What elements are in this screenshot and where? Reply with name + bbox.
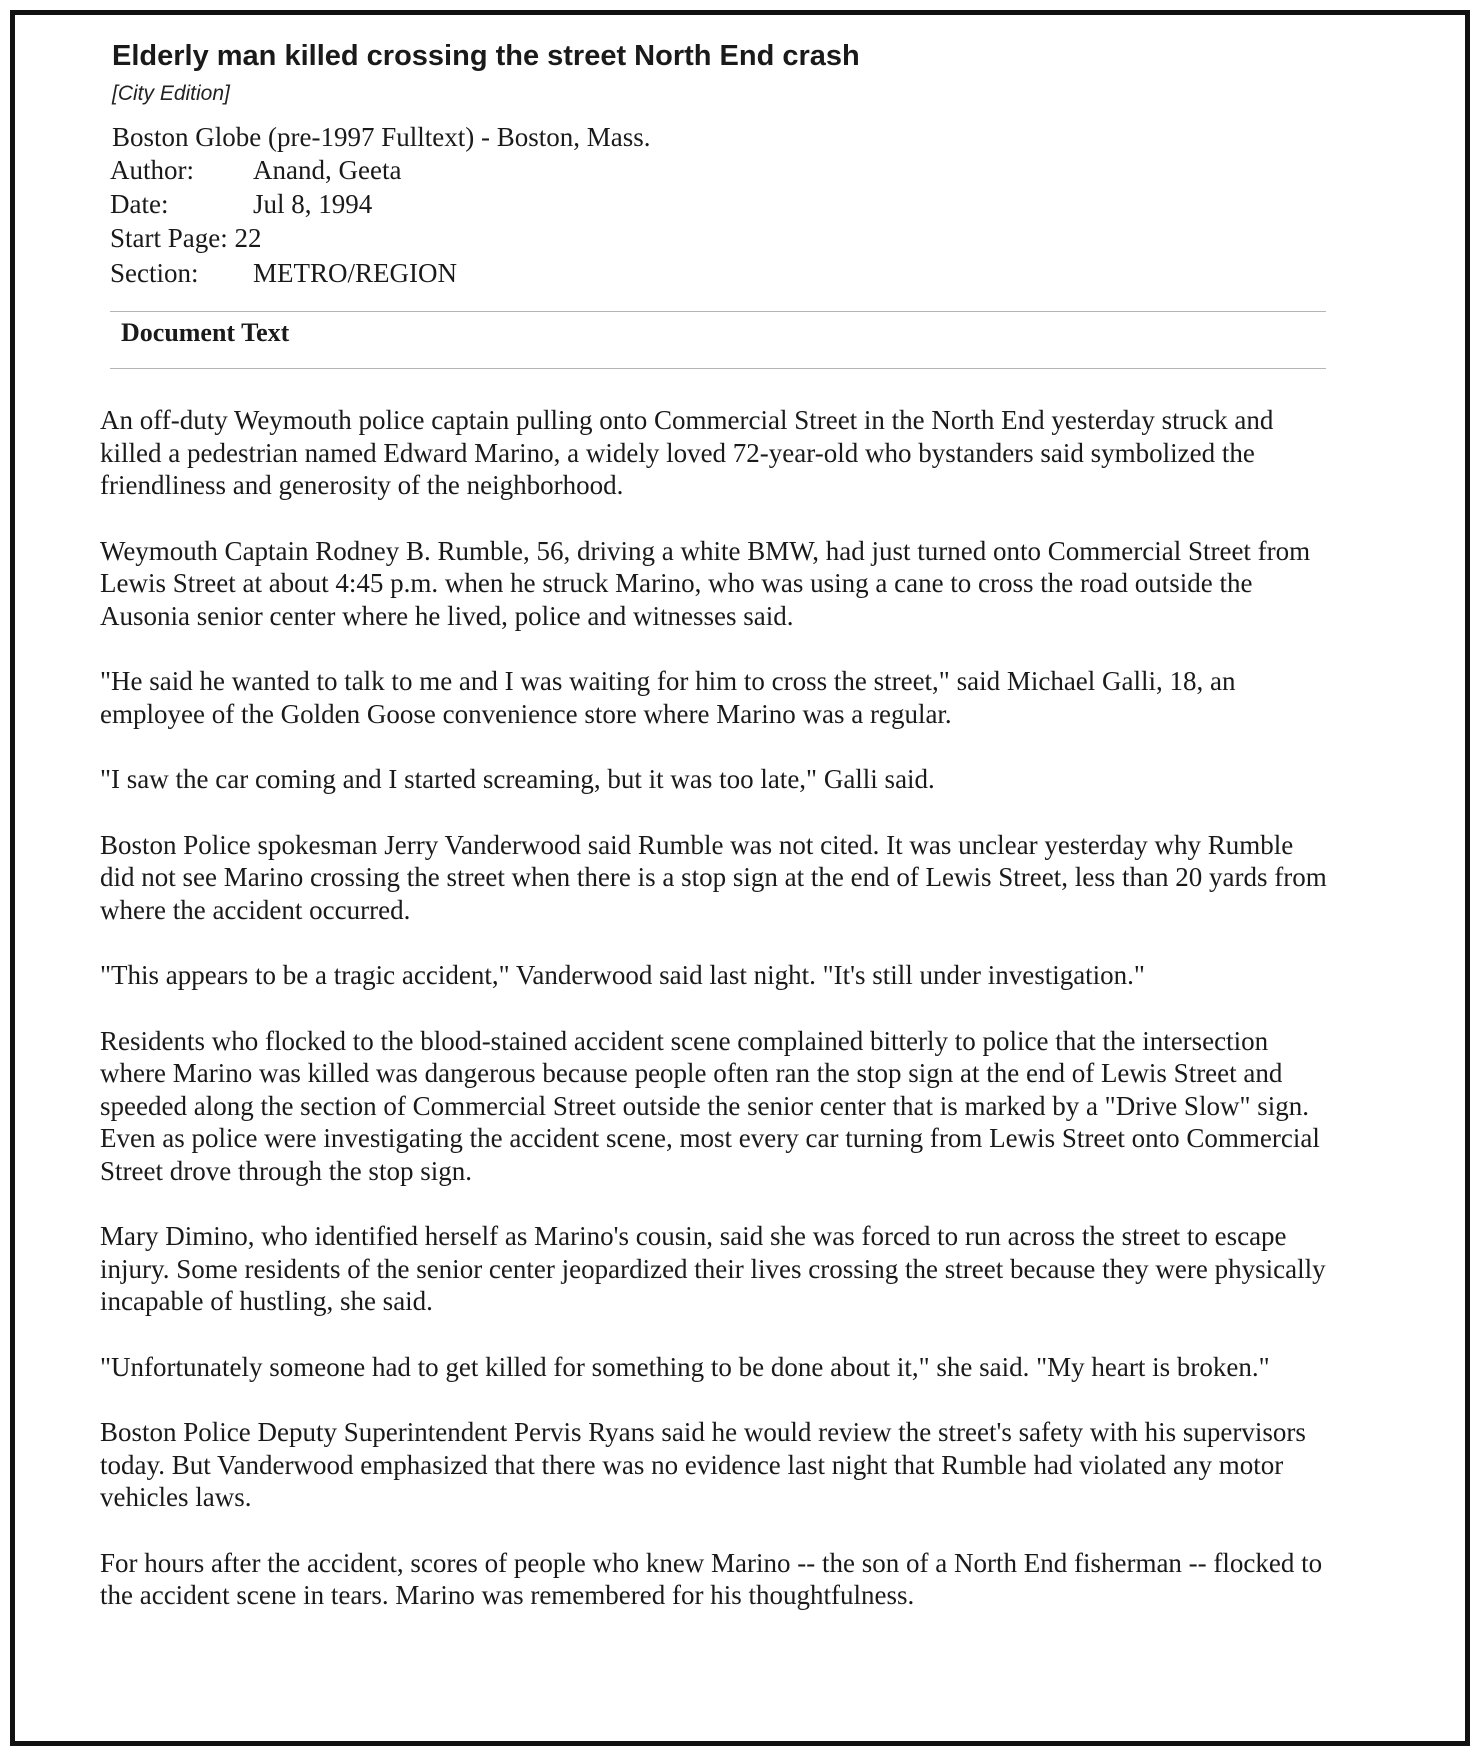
date-label: Date: <box>110 189 169 219</box>
article-body <box>100 404 1330 1645</box>
author-row <box>110 155 401 186</box>
body-paragraph: "I saw the car coming and I started screaming, but it was too late," Galli said. <box>100 764 935 794</box>
body-paragraph: "Unfortunately someone had to get killed for something to be done about it," she said. "My heart is broken." <box>100 1351 1270 1382</box>
author-label: Author: <box>110 155 194 185</box>
body-paragraph: "This appears to be a tragic accident," Vanderwood said last night. "It's still under investigation." <box>100 960 1145 990</box>
start-page-row <box>110 223 261 254</box>
body-paragraph: An off-duty Weymouth police captain pulling onto Commercial Street in the North End yesterday struck and killed a pedestrian named Edward Marino, a widely loved 72-year-old who bystanders said symbolized the friendliness and generosity of the neighborhood. <box>100 405 1274 500</box>
article-headline: Elderly man killed crossing the street North End crash <box>112 40 860 72</box>
document-text-heading: Document Text <box>121 318 290 347</box>
section-label: Section: <box>110 258 199 288</box>
body-paragraph: Boston Police Deputy Superintendent Pervis Ryans said he would review the street's safety with his supervisors today. But Vanderwood emphasized that there was no evidence last night that Rumble had violated any motor vehicles laws. <box>100 1417 1306 1512</box>
section-value: METRO/REGION <box>253 258 457 288</box>
divider-top <box>110 311 1326 312</box>
date-value: Jul 8, 1994 <box>253 189 373 219</box>
body-paragraph: For hours after the accident, scores of people who knew Marino -- the son of a North End fisherman -- flocked to the accident scene in tears. Marino was remembered for his thoughtfulness. <box>100 1547 1323 1610</box>
date-row <box>110 189 372 220</box>
start-page-value: 22 <box>234 223 262 253</box>
body-paragraph: Residents who flocked to the blood-stained accident scene complained bitterly to police that the intersection where Marino was killed was dangerous because people often ran the stop sign at the end of Lewis Street and speeded along the section of Commercial Street outside the senior center that is marked by a "Drive Slow" sign. Even as police were investigating the accident scene, most every car turning from Lewis Street onto Commercial Street drove through the stop sign. <box>100 1025 1320 1186</box>
author-value: Anand, Geeta <box>253 155 402 185</box>
body-paragraph: "He said he wanted to talk to me and I was waiting for him to cross the street," said Michael Galli, 18, an employee of the Golden Goose convenience store where Marino was a regular. <box>100 666 1236 729</box>
start-page-label: Start Page: <box>110 223 228 253</box>
divider-bottom <box>110 368 1326 369</box>
body-paragraph: Mary Dimino, who identified herself as Marino's cousin, said she was forced to run across the street to escape injury. Some residents of the senior center jeopardized their lives crossing the street because they were physically incapable of hustling, she said. <box>100 1221 1326 1316</box>
section-row <box>110 258 457 289</box>
body-paragraph: Boston Police spokesman Jerry Vanderwood said Rumble was not cited. It was unclear yesterday why Rumble did not see Marino crossing the street when there is a stop sign at the end of Lewis Street, less than 20 yards from where the accident occurred. <box>100 829 1327 925</box>
edition-label: [City Edition] <box>112 82 230 105</box>
body-paragraph: Weymouth Captain Rodney B. Rumble, 56, driving a white BMW, had just turned onto Commercial Street from Lewis Street at about 4:45 p.m. when he struck Marino, who was using a cane to cross the road outside the Ausonia senior center where he lived, police and witnesses said. <box>100 535 1311 631</box>
publication-source: Boston Globe (pre-1997 Fulltext) - Boston, Mass. <box>112 122 651 152</box>
